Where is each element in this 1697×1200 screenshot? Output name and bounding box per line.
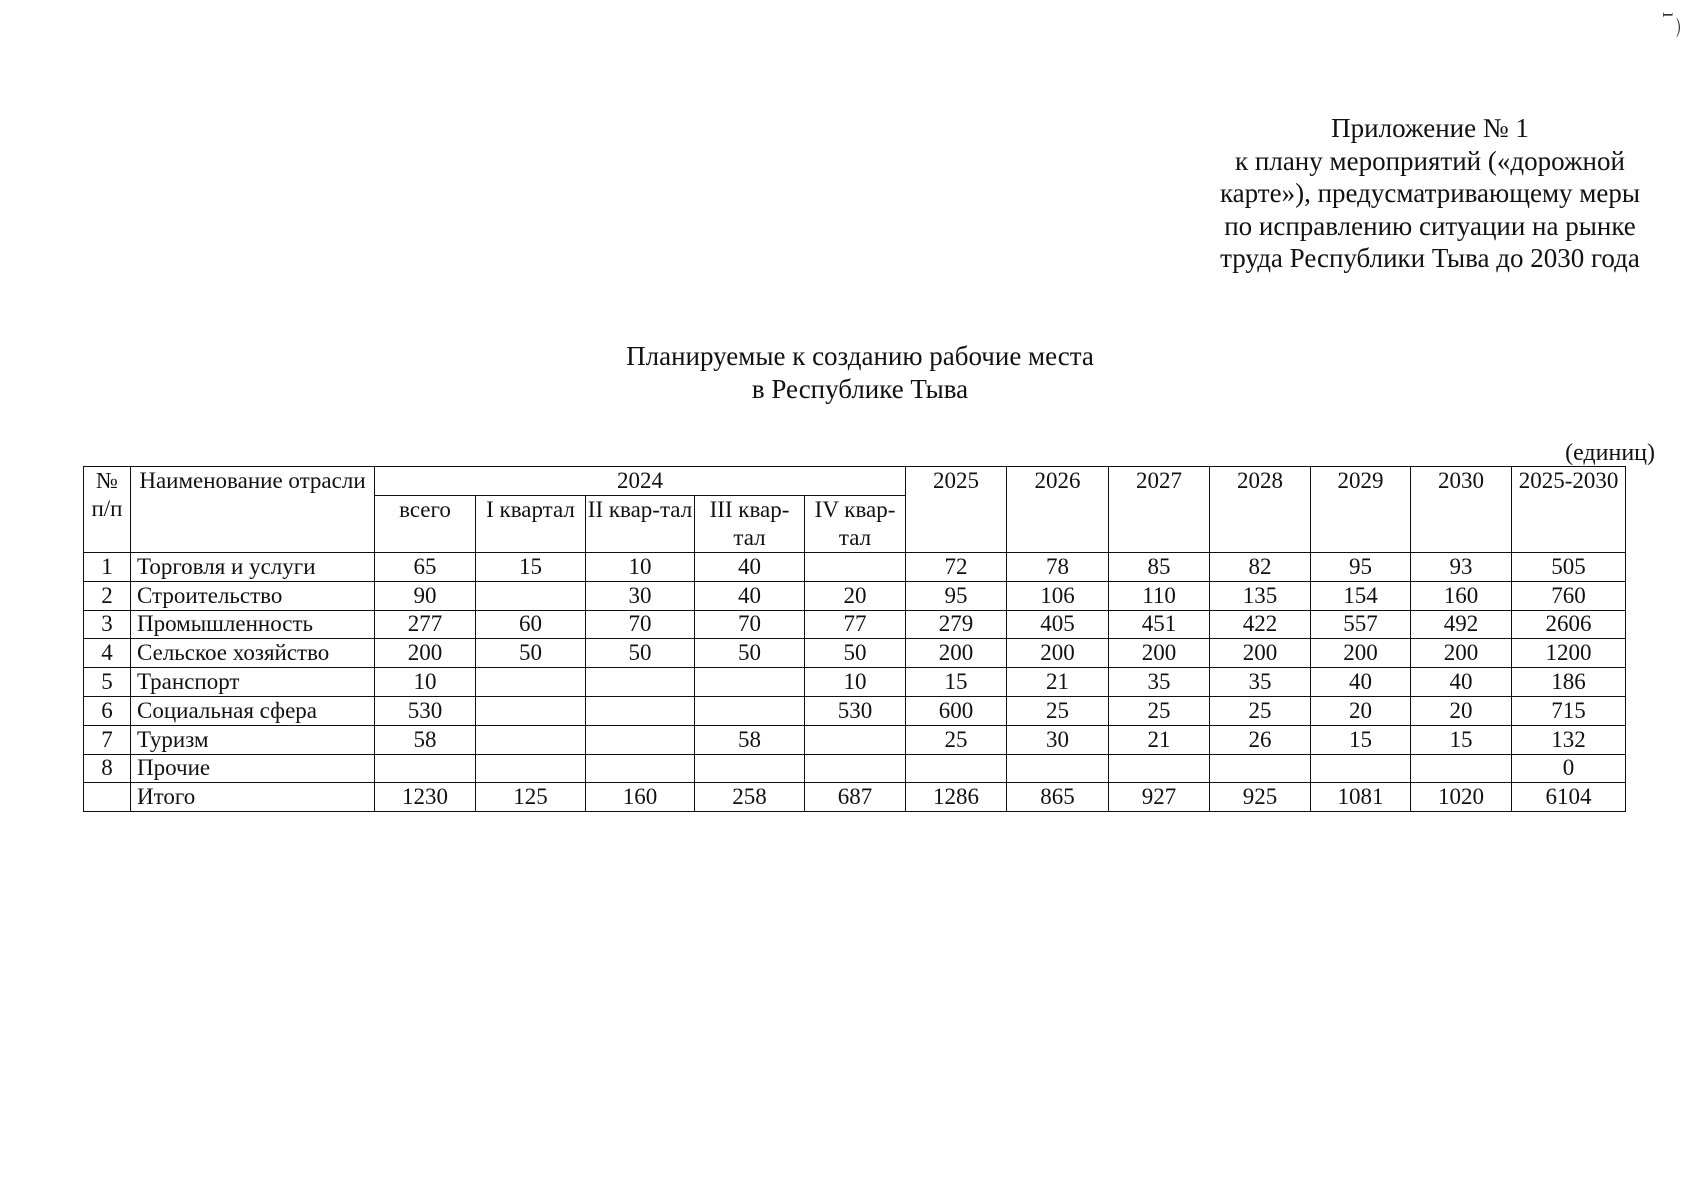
table-row	[84, 639, 1626, 668]
cell-2025-2030: 132	[1512, 725, 1626, 754]
header-2025: 2025	[906, 467, 1007, 553]
cell-2024-q1: 50	[476, 639, 586, 668]
appendix-line: Приложение № 1	[1331, 113, 1529, 143]
cell-2024-q4	[805, 754, 906, 783]
cell-2026: 21	[1007, 668, 1109, 697]
cell-num: 5	[84, 668, 131, 697]
cell-2024-q3: 50	[695, 639, 805, 668]
header-2024-q1: I квартал	[476, 496, 586, 553]
cell-2024-q1: 125	[476, 783, 586, 812]
header-2025-2030: 2025-2030	[1512, 467, 1626, 553]
cell-2027: 451	[1109, 610, 1210, 639]
cell-2024-q2: 70	[586, 610, 695, 639]
document-title	[560, 340, 1160, 406]
header-2030: 2030	[1411, 467, 1512, 553]
cell-2024-total: 530	[375, 696, 476, 725]
cell-2029: 557	[1311, 610, 1411, 639]
cell-2028: 422	[1210, 610, 1311, 639]
cell-2026: 78	[1007, 553, 1109, 582]
cell-2024-q2: 30	[586, 581, 695, 610]
cell-2024-q3: 40	[695, 553, 805, 582]
cell-2024-q2	[586, 725, 695, 754]
cell-2029: 1081	[1311, 783, 1411, 812]
table-body	[84, 553, 1626, 812]
cell-2025: 200	[906, 639, 1007, 668]
cell-2025: 279	[906, 610, 1007, 639]
cell-2024-q2	[586, 668, 695, 697]
table-row	[84, 725, 1626, 754]
cell-2024-q4: 10	[805, 668, 906, 697]
cell-2026: 25	[1007, 696, 1109, 725]
cell-2024-q3: 70	[695, 610, 805, 639]
cell-2024-q2: 10	[586, 553, 695, 582]
cell-2024-q1	[476, 581, 586, 610]
cell-2025-2030: 2606	[1512, 610, 1626, 639]
cell-2024-q3	[695, 696, 805, 725]
cell-industry: Промышленность	[131, 610, 375, 639]
cell-2025: 95	[906, 581, 1007, 610]
cell-2028	[1210, 754, 1311, 783]
cell-2026: 106	[1007, 581, 1109, 610]
cell-2024-q4: 687	[805, 783, 906, 812]
cell-2030: 1020	[1411, 783, 1512, 812]
cell-2024-q4: 530	[805, 696, 906, 725]
cell-2027: 85	[1109, 553, 1210, 582]
cell-2030	[1411, 754, 1512, 783]
cell-2026	[1007, 754, 1109, 783]
cell-2029: 154	[1311, 581, 1411, 610]
cell-2028: 925	[1210, 783, 1311, 812]
cell-2027: 110	[1109, 581, 1210, 610]
cell-2024-q4: 20	[805, 581, 906, 610]
cell-industry: Строительство	[131, 581, 375, 610]
header-2029: 2029	[1311, 467, 1411, 553]
cell-2029: 15	[1311, 725, 1411, 754]
cell-2025-2030: 0	[1512, 754, 1626, 783]
cell-2024-total: 1230	[375, 783, 476, 812]
cell-num: 8	[84, 754, 131, 783]
cell-2028: 35	[1210, 668, 1311, 697]
cell-2026: 865	[1007, 783, 1109, 812]
cell-industry: Торговля и услуги	[131, 553, 375, 582]
table-row	[84, 754, 1626, 783]
cell-2029: 95	[1311, 553, 1411, 582]
cell-2029: 20	[1311, 696, 1411, 725]
cell-2025-2030: 6104	[1512, 783, 1626, 812]
appendix-line: труда Республики Тыва до 2030 года	[1220, 243, 1640, 273]
cell-industry: Прочие	[131, 754, 375, 783]
cell-2025: 600	[906, 696, 1007, 725]
table-row	[84, 553, 1626, 582]
cell-2028: 82	[1210, 553, 1311, 582]
cell-2027: 200	[1109, 639, 1210, 668]
cell-2024-q4	[805, 725, 906, 754]
cell-2024-q1	[476, 696, 586, 725]
cell-num: 1	[84, 553, 131, 582]
cell-2029	[1311, 754, 1411, 783]
corner-mark: ı⌒	[1658, 12, 1680, 38]
cell-2024-total: 277	[375, 610, 476, 639]
cell-2026: 405	[1007, 610, 1109, 639]
total-row	[84, 783, 1626, 812]
cell-num: 7	[84, 725, 131, 754]
header-2024-total: всего	[375, 496, 476, 553]
cell-2024-total	[375, 754, 476, 783]
cell-industry: Сельское хозяйство	[131, 639, 375, 668]
cell-2029: 40	[1311, 668, 1411, 697]
cell-2030: 93	[1411, 553, 1512, 582]
appendix-line: к плану мероприятий («дорожной	[1235, 145, 1625, 176]
cell-2025: 72	[906, 553, 1007, 582]
cell-2025	[906, 754, 1007, 783]
cell-2028: 135	[1210, 581, 1311, 610]
header-num: № п/п	[84, 467, 131, 553]
appendix-line: по исправлению ситуации на рынке	[1224, 210, 1636, 241]
cell-2030: 492	[1411, 610, 1512, 639]
cell-2024-total: 10	[375, 668, 476, 697]
header-2028: 2028	[1210, 467, 1311, 553]
cell-num: 6	[84, 696, 131, 725]
cell-2029: 200	[1311, 639, 1411, 668]
cell-2024-q4	[805, 553, 906, 582]
cell-2027: 927	[1109, 783, 1210, 812]
cell-2024-total: 200	[375, 639, 476, 668]
cell-2025: 25	[906, 725, 1007, 754]
cell-2024-q1	[476, 668, 586, 697]
cell-2028: 25	[1210, 696, 1311, 725]
appendix-note	[1190, 112, 1670, 275]
table-row	[84, 668, 1626, 697]
cell-2024-q1: 60	[476, 610, 586, 639]
header-2024-q4: IV квар-тал	[805, 496, 906, 553]
cell-2024-q3: 58	[695, 725, 805, 754]
title-line-2: в Республике Тыва	[751, 374, 969, 404]
cell-2024-q3	[695, 754, 805, 783]
cell-2024-q1	[476, 725, 586, 754]
cell-num: 2	[84, 581, 131, 610]
table-row	[84, 696, 1626, 725]
cell-2026: 30	[1007, 725, 1109, 754]
cell-2025-2030: 1200	[1512, 639, 1626, 668]
header-2026: 2026	[1007, 467, 1109, 553]
cell-2024-q2: 160	[586, 783, 695, 812]
cell-2024-q2	[586, 696, 695, 725]
cell-industry: Итого	[131, 783, 375, 812]
cell-2030: 160	[1411, 581, 1512, 610]
cell-2027: 25	[1109, 696, 1210, 725]
cell-num: 4	[84, 639, 131, 668]
cell-2025-2030: 760	[1512, 581, 1626, 610]
cell-2024-q3: 40	[695, 581, 805, 610]
title-line-1: Планируемые к созданию рабочие места	[626, 341, 1094, 371]
cell-num: 3	[84, 610, 131, 639]
cell-2024-q3	[695, 668, 805, 697]
appendix-line: карте»), предусматривающему меры	[1219, 178, 1641, 208]
cell-2024-q4: 77	[805, 610, 906, 639]
cell-2024-total: 90	[375, 581, 476, 610]
cell-2024-q4: 50	[805, 639, 906, 668]
cell-2025: 15	[906, 668, 1007, 697]
header-2024-q2: II квар-тал	[586, 496, 695, 553]
cell-2024-q1: 15	[476, 553, 586, 582]
cell-2030: 200	[1411, 639, 1512, 668]
cell-2025: 1286	[906, 783, 1007, 812]
table-header	[84, 467, 1626, 553]
cell-2028: 26	[1210, 725, 1311, 754]
header-2027: 2027	[1109, 467, 1210, 553]
cell-2027	[1109, 754, 1210, 783]
header-name: Наименование отрасли	[131, 467, 375, 553]
cell-2025-2030: 505	[1512, 553, 1626, 582]
units-label: (единиц)	[1565, 440, 1655, 466]
cell-2026: 200	[1007, 639, 1109, 668]
jobs-table	[83, 466, 1626, 812]
cell-industry: Социальная сфера	[131, 696, 375, 725]
cell-2030: 20	[1411, 696, 1512, 725]
cell-2024-q2: 50	[586, 639, 695, 668]
cell-2027: 35	[1109, 668, 1210, 697]
cell-2024-q3: 258	[695, 783, 805, 812]
cell-2027: 21	[1109, 725, 1210, 754]
cell-2030: 40	[1411, 668, 1512, 697]
cell-2025-2030: 186	[1512, 668, 1626, 697]
cell-2025-2030: 715	[1512, 696, 1626, 725]
cell-2024-total: 58	[375, 725, 476, 754]
cell-2030: 15	[1411, 725, 1512, 754]
table-row	[84, 610, 1626, 639]
cell-2024-q1	[476, 754, 586, 783]
cell-2024-q2	[586, 754, 695, 783]
cell-num	[84, 783, 131, 812]
header-2024: 2024	[375, 467, 906, 496]
cell-2028: 200	[1210, 639, 1311, 668]
cell-2024-total: 65	[375, 553, 476, 582]
table-row	[84, 581, 1626, 610]
header-2024-q3: III квар-тал	[695, 496, 805, 553]
cell-industry: Туризм	[131, 725, 375, 754]
cell-industry: Транспорт	[131, 668, 375, 697]
